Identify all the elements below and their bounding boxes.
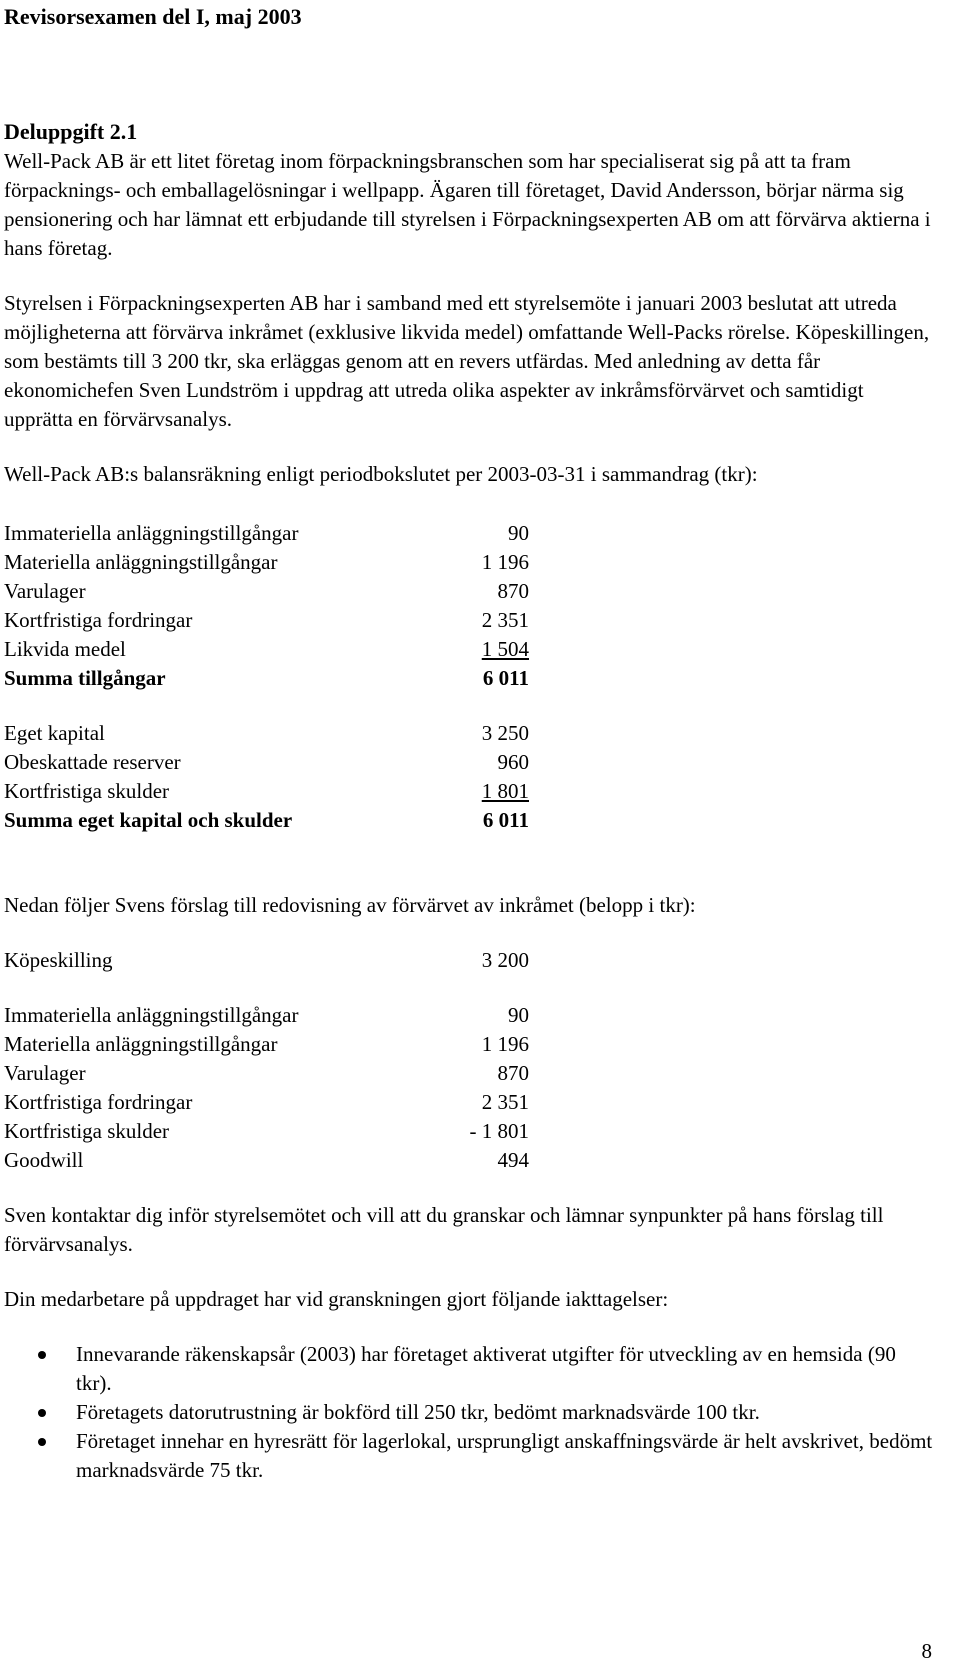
row-value: 1 196	[481, 1032, 529, 1056]
list-item-text: Innevarande räkenskapsår (2003) har företaget aktiverat utgifter för utveckling av en hemsida (90 tkr).	[76, 1342, 896, 1395]
row-value: 6 011	[482, 666, 529, 690]
row-value: 960	[497, 750, 529, 774]
row-label: Varulager	[4, 1061, 86, 1085]
review-paragraph: Sven kontaktar dig inför styrelsemötet och vill att du granskar och lämnar synpunkter på hans förslag till förvärvsanalys.	[4, 1203, 884, 1256]
row-label: Varulager	[4, 579, 86, 603]
table-row	[4, 777, 529, 806]
table-row	[4, 1117, 529, 1146]
table-row	[4, 1146, 529, 1175]
row-value: 90	[508, 521, 529, 545]
row-value: 6 011	[482, 808, 529, 832]
table-row	[4, 1030, 529, 1059]
row-value: 3 250	[481, 721, 529, 745]
table-row	[4, 1001, 529, 1030]
observations-intro: Din medarbetare på uppdraget har vid granskningen gjort följande iakttagelser:	[4, 1287, 669, 1311]
row-value: 3 200	[481, 948, 529, 972]
bullet-icon	[38, 1409, 46, 1417]
table-row	[4, 719, 529, 748]
row-label: Materiella anläggningstillgångar	[4, 1032, 278, 1056]
table-total-row	[4, 806, 529, 835]
table-row	[4, 577, 529, 606]
balance-assets-table	[4, 519, 529, 693]
row-value: 1 196	[481, 550, 529, 574]
list-item	[4, 1340, 934, 1398]
row-value: 870	[497, 1061, 529, 1085]
section-title: Deluppgift 2.1	[4, 119, 138, 144]
observations-list	[4, 1340, 934, 1485]
list-item	[4, 1398, 934, 1427]
row-value: 90	[508, 1003, 529, 1027]
document-header: Revisorsexamen del I, maj 2003	[4, 4, 302, 29]
board-paragraph: Styrelsen i Förpackningsexperten AB har i samband med ett styrelsemöte i januari 2003 beslutat att utreda möjligheterna att förvärva inkråmet (exklusive likvida medel) omfattande Well-Packs rörelse. Köpeskillingen, som bestämts till 3 200 tkr, ska erläggas genom att en revers utfärdas. Med anledning av detta får ekonomichefen Sven Lundström i uppdrag att utreda olika aspekter av inkråmsförvärvet och samtidigt upprätta en förvärvsanalys.	[4, 291, 930, 431]
row-label: Goodwill	[4, 1148, 84, 1172]
row-value: 494	[497, 1148, 529, 1172]
balance-intro: Well-Pack AB:s balansräkning enligt periodbokslutet per 2003-03-31 i sammandrag (tkr):	[4, 462, 758, 486]
table-row	[4, 606, 529, 635]
row-value: 2 351	[481, 1090, 529, 1114]
bullet-icon	[38, 1351, 46, 1359]
intro-paragraph: Well-Pack AB är ett litet företag inom förpackningsbranschen som har specialiserat sig på att ta fram förpacknings- och emballagelösningar i wellpapp. Ägaren till företaget, David Andersson, börjar närma sig pensionering och har lämnat ett erbjudande till styrelsen i Förpackningsexperten AB om att förvärva aktierna i hans företag.	[4, 149, 931, 260]
row-label: Kortfristiga skulder	[4, 779, 170, 803]
row-label: Summa tillgångar	[4, 666, 166, 690]
row-label: Materiella anläggningstillgångar	[4, 550, 278, 574]
proposal-intro: Nedan följer Svens förslag till redovisning av förvärvet av inkråmet (belopp i tkr):	[4, 893, 696, 917]
row-label: Summa eget kapital och skulder	[4, 808, 293, 832]
row-label: Kortfristiga fordringar	[4, 608, 193, 632]
row-value: 1 801	[481, 779, 529, 803]
bullet-icon	[38, 1438, 46, 1446]
row-label: Immateriella anläggningstillgångar	[4, 1003, 299, 1027]
row-label: Kortfristiga fordringar	[4, 1090, 193, 1114]
row-label: Likvida medel	[4, 637, 126, 661]
row-label: Obeskattade reserver	[4, 750, 181, 774]
row-value: 870	[497, 579, 529, 603]
table-row	[4, 1059, 529, 1088]
table-row	[4, 635, 529, 664]
table-row	[4, 946, 529, 975]
table-row	[4, 519, 529, 548]
document-body	[4, 117, 934, 1485]
allocation-table	[4, 1001, 529, 1175]
list-item-text: Företaget innehar en hyresrätt för lagerlokal, ursprungligt anskaffningsvärde är helt avskrivet, bedömt marknadsvärde 75 tkr.	[76, 1429, 933, 1482]
purchase-price-table	[4, 946, 529, 975]
table-row	[4, 748, 529, 777]
row-value: - 1 801	[469, 1119, 529, 1143]
list-item-text: Företagets datorutrustning är bokförd till 250 tkr, bedömt marknadsvärde 100 tkr.	[76, 1400, 760, 1424]
row-value: 2 351	[481, 608, 529, 632]
balance-liabilities-table	[4, 719, 529, 835]
table-row	[4, 548, 529, 577]
table-total-row	[4, 664, 529, 693]
row-label: Kortfristiga skulder	[4, 1119, 170, 1143]
row-label: Immateriella anläggningstillgångar	[4, 521, 299, 545]
row-label: Köpeskilling	[4, 948, 113, 972]
page-number: 8	[921, 1639, 932, 1663]
row-value: 1 504	[481, 637, 529, 661]
list-item	[4, 1427, 934, 1485]
row-label: Eget kapital	[4, 721, 105, 745]
table-row	[4, 1088, 529, 1117]
